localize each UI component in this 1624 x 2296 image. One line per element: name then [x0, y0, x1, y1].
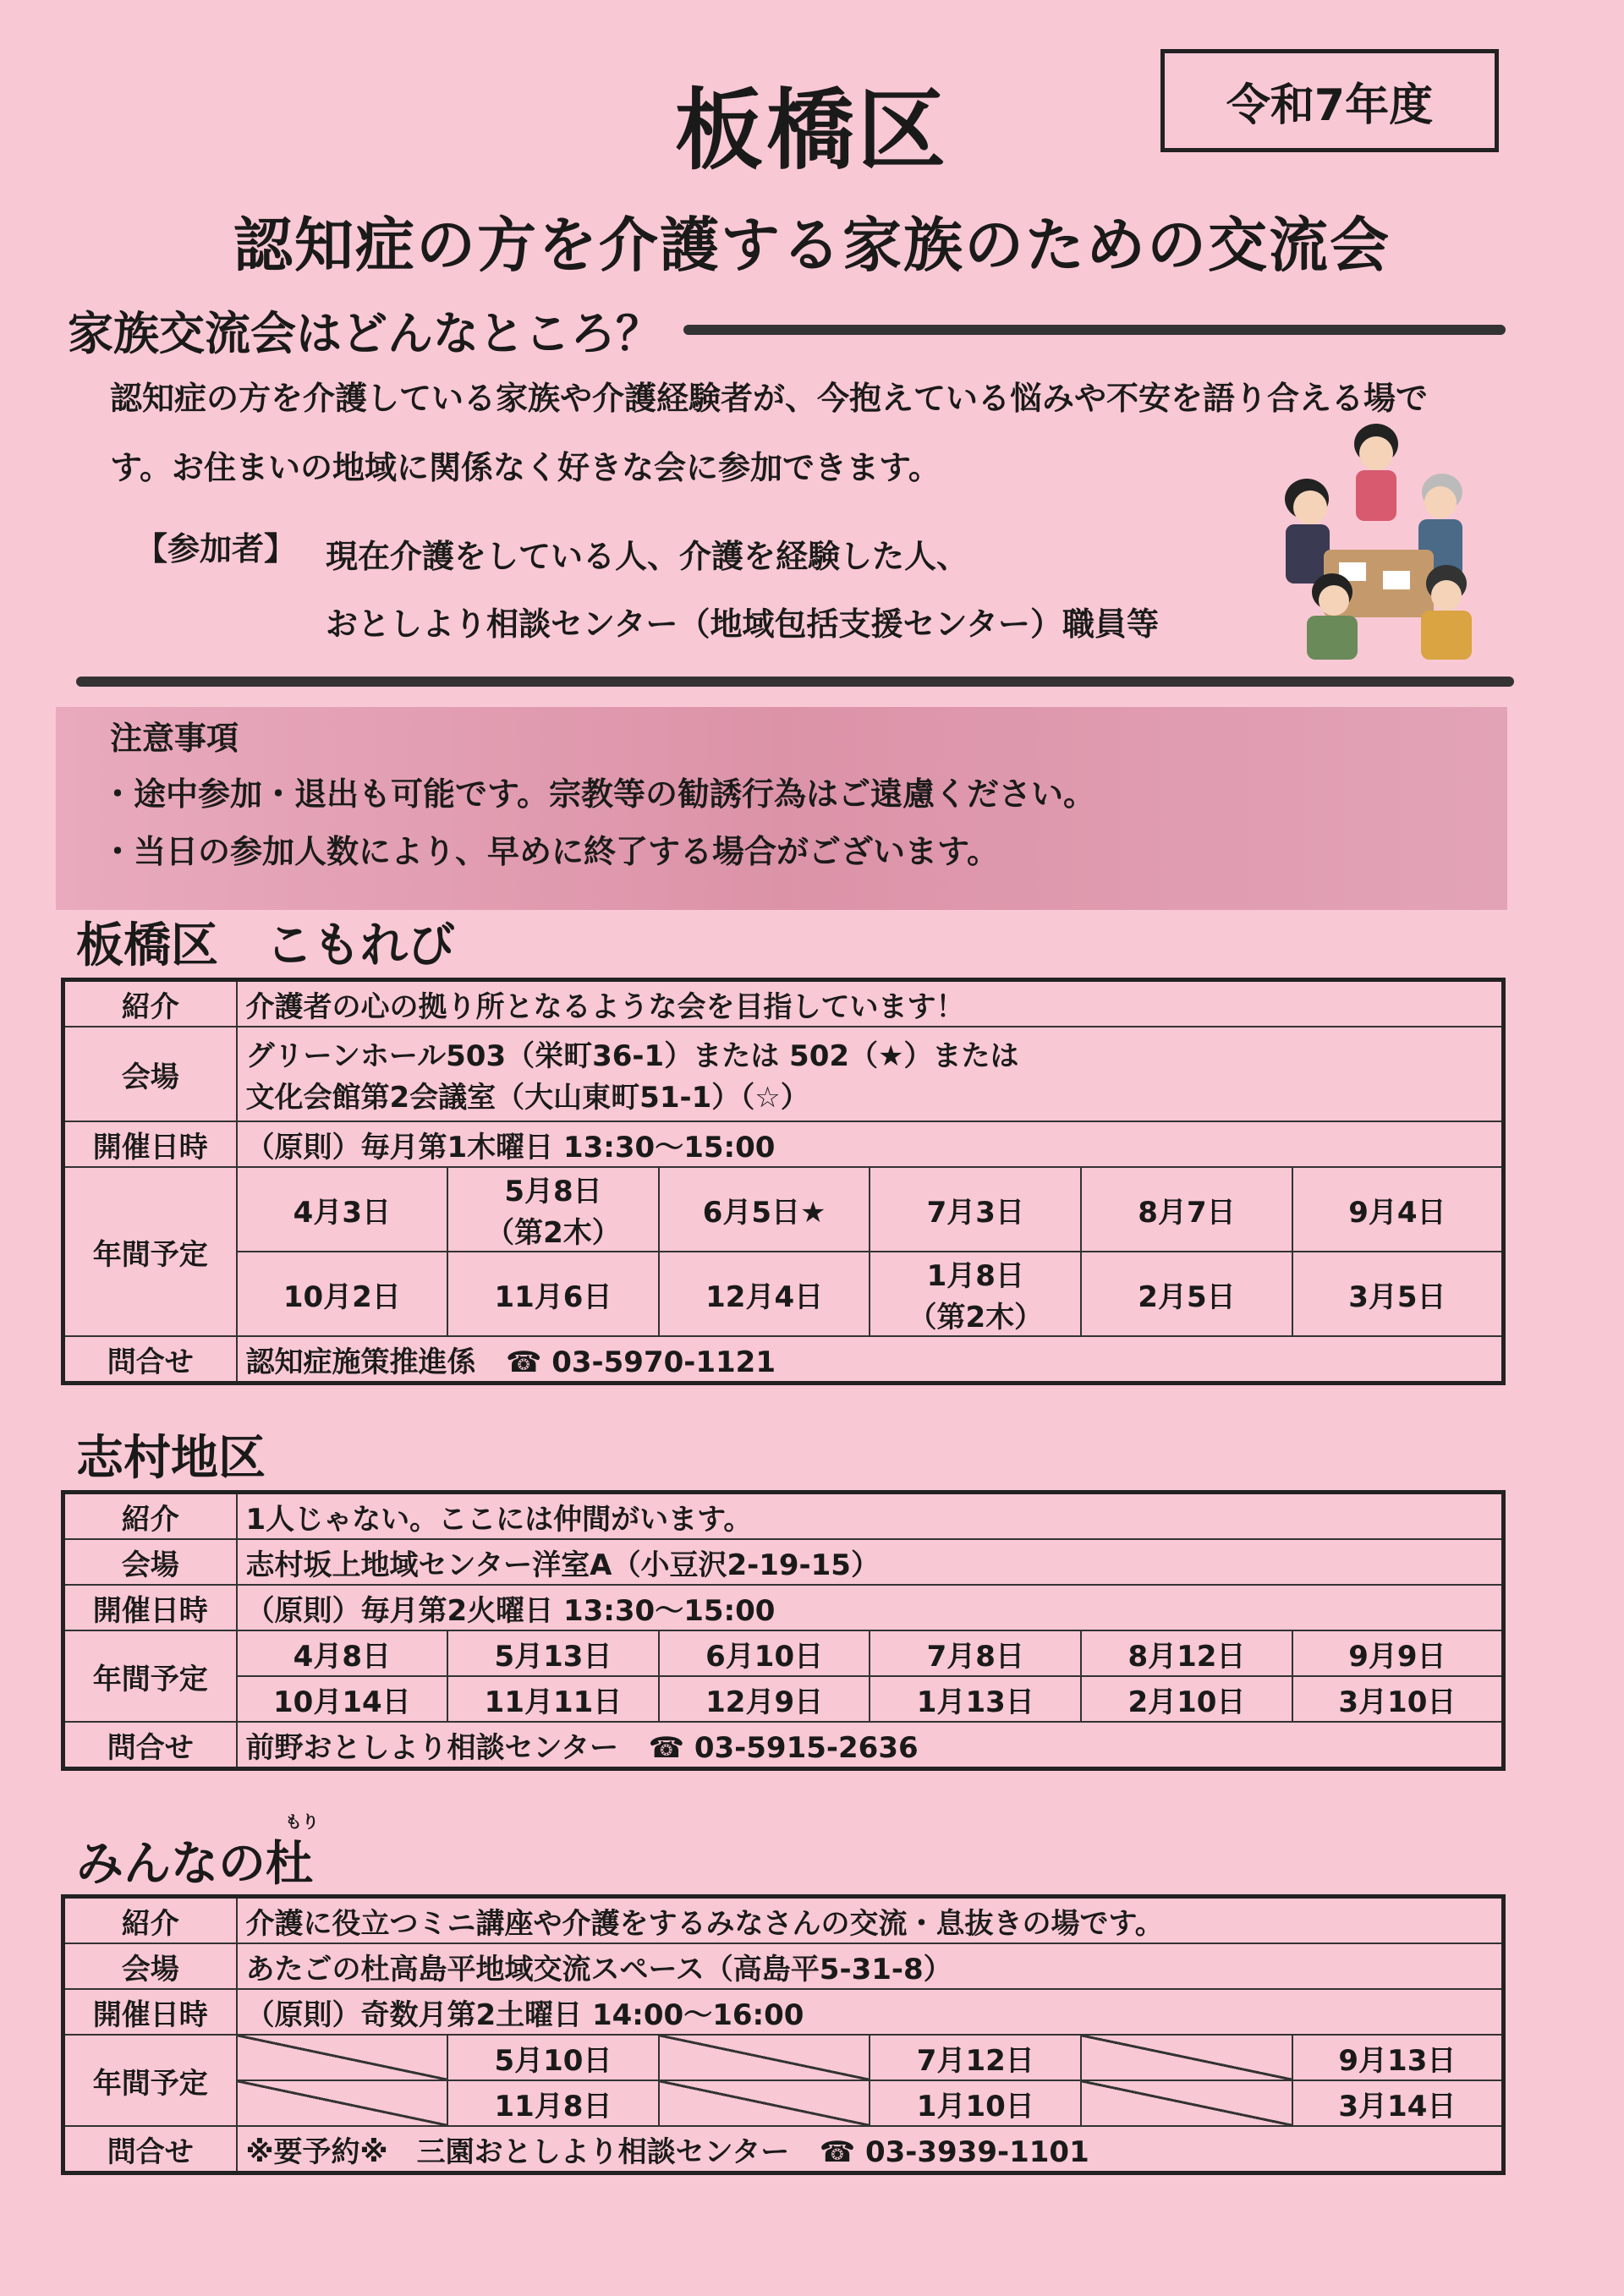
schedule-cell: 10月2日 — [237, 1252, 448, 1336]
schedule-cell: 1月13日 — [870, 1676, 1081, 1722]
notes-title: 注意事項 — [110, 720, 239, 757]
schedule-cell: 7月3日 — [870, 1167, 1081, 1252]
label-venue: 会場 — [63, 1027, 237, 1121]
empty-cell — [659, 2080, 870, 2126]
schedule-cell: 4月3日 — [237, 1167, 448, 1252]
ruby-mori: もり — [285, 1811, 319, 1832]
schedule-cell: 1月8日 （第2木） — [870, 1252, 1081, 1336]
schedule-cell: 9月13日 — [1292, 2035, 1504, 2080]
label-contact: 問合せ — [63, 2126, 237, 2173]
intro-text: 1人じゃない。ここには仲間がいます。 — [237, 1493, 1504, 1540]
datetime-text: （原則）毎月第1木曜日 13:30～15:00 — [237, 1121, 1504, 1167]
table-row — [63, 1722, 1504, 1769]
label-venue: 会場 — [63, 1943, 237, 1989]
participants-line1: 現在介護をしている人、介護を経験した人、 — [326, 538, 969, 575]
contact-name: 前野おとしより相談センター — [245, 1730, 619, 1765]
family-meeting-illustration — [1273, 423, 1480, 664]
participants-text — [326, 523, 1159, 658]
contact-name: 認知症施策推進係 — [245, 1345, 476, 1379]
phone-number: ☎ 03-5915-2636 — [649, 1731, 919, 1765]
empty-cell — [237, 2080, 448, 2126]
section-title-minna-no-mori: みんなの杜 — [76, 1837, 313, 1892]
label-contact: 問合せ — [63, 1336, 237, 1384]
table-row — [63, 2080, 1504, 2126]
notes-item: ・途中参加・退出も可能です。宗教等の勧誘行為はご遠慮ください。 — [102, 775, 1095, 813]
label-schedule: 年間予定 — [63, 1167, 237, 1336]
datetime-text: （原則）毎月第2火曜日 13:30～15:00 — [237, 1585, 1504, 1630]
table-row — [63, 1989, 1504, 2035]
schedule-cell: 7月8日 — [870, 1630, 1081, 1676]
section-title-shimura: 志村地区 — [76, 1431, 266, 1486]
label-datetime: 開催日時 — [63, 1989, 237, 2035]
schedule-cell: 5月13日 — [447, 1630, 659, 1676]
page-subtitle: 認知症の方を介護する家族のための交流会 — [233, 211, 1391, 280]
schedule-cell: 2月5日 — [1081, 1252, 1292, 1336]
datetime-text: （原則）奇数月第2土曜日 14:00～16:00 — [237, 1989, 1504, 2035]
label-schedule: 年間予定 — [63, 1630, 237, 1722]
phone-number: ☎ 03-5970-1121 — [506, 1345, 776, 1379]
schedule-cell: 12月9日 — [659, 1676, 870, 1722]
schedule-cell: 12月4日 — [659, 1252, 870, 1336]
table-row — [63, 1252, 1504, 1336]
table-row — [63, 1336, 1504, 1384]
schedule-cell: 9月9日 — [1292, 1630, 1504, 1676]
schedule-cell: 6月10日 — [659, 1630, 870, 1676]
venue-line2: 文化会館第2会議室（大山東町51-1）（☆） — [245, 1081, 809, 1115]
table-row — [63, 2126, 1504, 2173]
table-row — [63, 1167, 1504, 1252]
phone-number: ☎ 03-3939-1101 — [820, 2135, 1089, 2169]
schedule-cell: 11月8日 — [447, 2080, 659, 2126]
schedule-table-shimura — [61, 1490, 1506, 1771]
venue-text: あたごの杜高島平地域交流スペース（高島平5-31-8） — [237, 1943, 1504, 1989]
label-intro: 紹介 — [63, 1897, 237, 1944]
table-row — [63, 1121, 1504, 1167]
year-badge: 令和7年度 — [1160, 49, 1499, 152]
schedule-table-minna-no-mori — [61, 1894, 1506, 2175]
schedule-table-komorebi — [61, 978, 1506, 1385]
contact-cell — [237, 2126, 1504, 2173]
schedule-cell: 11月6日 — [447, 1252, 659, 1336]
label-intro: 紹介 — [63, 1493, 237, 1540]
heading-rule — [683, 325, 1506, 335]
about-heading: 家族交流会はどんなところ？ — [68, 307, 661, 360]
schedule-cell: 1月10日 — [870, 2080, 1081, 2126]
schedule-cell: 5月8日 （第2木） — [447, 1167, 659, 1252]
schedule-cell: 3月14日 — [1292, 2080, 1504, 2126]
empty-cell — [237, 2035, 448, 2080]
schedule-cell: 8月7日 — [1081, 1167, 1292, 1252]
contact-name: ※要予約※ 三園おとしより相談センター — [245, 2134, 790, 2169]
venue-text — [237, 1027, 1504, 1121]
schedule-cell: 4月8日 — [237, 1630, 448, 1676]
empty-cell — [1081, 2080, 1292, 2126]
table-row — [63, 1539, 1504, 1585]
table-row — [63, 1585, 1504, 1630]
schedule-cell: 6月5日★ — [659, 1167, 870, 1252]
schedule-cell: 2月10日 — [1081, 1676, 1292, 1722]
schedule-cell: 3月10日 — [1292, 1676, 1504, 1722]
label-venue: 会場 — [63, 1539, 237, 1585]
table-row — [63, 980, 1504, 1027]
label-datetime: 開催日時 — [63, 1121, 237, 1167]
table-row — [63, 1630, 1504, 1676]
label-intro: 紹介 — [63, 980, 237, 1027]
intro-text: 介護者の心の拠り所となるような会を目指しています！ — [237, 980, 1504, 1027]
label-schedule: 年間予定 — [63, 2035, 237, 2126]
label-contact: 問合せ — [63, 1722, 237, 1769]
section-title-komorebi: 板橋区 こもれび — [76, 918, 455, 973]
table-row — [63, 1943, 1504, 1989]
empty-cell — [659, 2035, 870, 2080]
venue-text: 志村坂上地域センター洋室A（小豆沢2-19-15） — [237, 1539, 1504, 1585]
schedule-cell: 11月11日 — [447, 1676, 659, 1722]
contact-cell — [237, 1722, 1504, 1769]
table-row — [63, 2035, 1504, 2080]
schedule-cell: 10月14日 — [237, 1676, 448, 1722]
participants-label: 【参加者】 — [135, 530, 297, 567]
venue-line1: グリーンホール503（栄町36-1）または 502（★）または — [245, 1039, 1019, 1073]
table-row — [63, 1027, 1504, 1121]
contact-cell — [237, 1336, 1504, 1384]
schedule-cell: 5月10日 — [447, 2035, 659, 2080]
table-row — [63, 1897, 1504, 1944]
section-divider — [76, 677, 1514, 687]
schedule-cell: 7月12日 — [870, 2035, 1081, 2080]
notes-item: ・当日の参加人数により、早めに終了する場合がございます。 — [102, 833, 999, 870]
empty-cell — [1081, 2035, 1292, 2080]
page-title: 板橋区 — [674, 79, 949, 182]
schedule-cell: 3月5日 — [1292, 1252, 1504, 1336]
intro-text: 介護に役立つミニ講座や介護をするみなさんの交流・息抜きの場です。 — [237, 1897, 1504, 1944]
about-body: 認知症の方を介護している家族や介護経験者が、今抱えている悩みや不安を語り合える場です。お住まいの地域に関係なく好きな会に参加できます。 — [110, 380, 1429, 486]
table-row — [63, 1676, 1504, 1722]
schedule-cell: 9月4日 — [1292, 1167, 1504, 1252]
table-row — [63, 1493, 1504, 1540]
participants-line2: おとしより相談センター（地域包括支援センター）職員等 — [326, 606, 1159, 643]
schedule-cell: 8月12日 — [1081, 1630, 1292, 1676]
label-datetime: 開催日時 — [63, 1585, 237, 1630]
